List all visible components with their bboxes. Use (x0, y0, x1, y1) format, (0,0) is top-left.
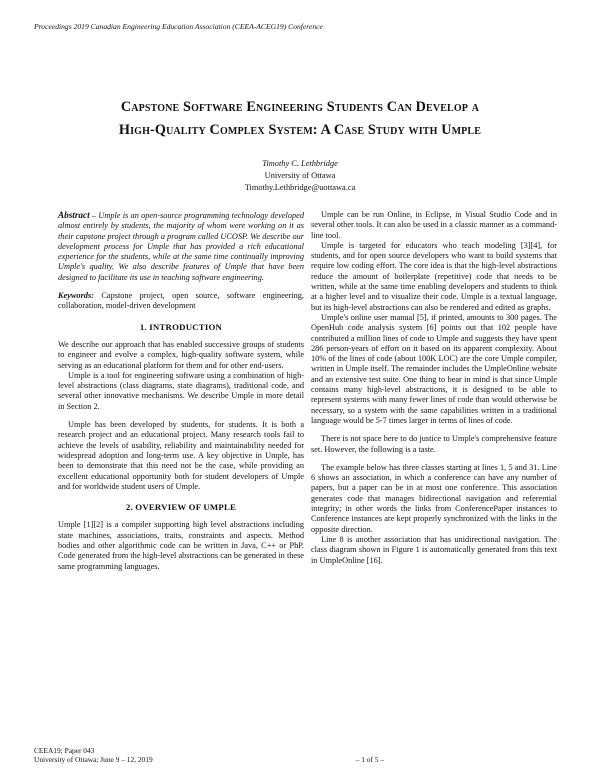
section-2-heading: 2. OVERVIEW OF UMPLE (125, 502, 237, 513)
right-paragraph-1: Umple can be run Online, in Eclipse, in Visual Studio Code and in several other tools. It can also be used in a classic manner as a command-line tool. (311, 210, 557, 240)
footer-line-2 (34, 755, 384, 764)
intro-paragraph-3: Umple has been developed by students, for students. It is both a research project and an educational project. Many research tools fail to achieve the levels of usability, reliability and maintainability needed for widespread adoption and long-term use. A key objective in Umple, has been to demonstrate that this need not be the case, while providing an excellent educational opportunity both for student developers of Umple and for worldwide student users of Umple. (58, 420, 304, 491)
right-paragraph-6: Line 8 is another association that has unidirectional navigation. The class diagram shown in Figure 1 is automatically generated from this text in UmpleOnline [16]. (311, 534, 557, 565)
title-line-1: Capstone Software Engineering Students Can Develop a (120, 99, 480, 115)
intro-paragraph-1: We describe our approach that has enabled successive groups of students to engineer and evolve a complex, high-quality software system, while serving as an educational platform for them and for other end-users. (58, 339, 304, 370)
right-paragraph-5: The example below has three classes starting at lines 1, 5 and 31. Line 6 shows an association, in which a conference can have any number of papers, but a paper can be in at most one conference. This association generates code that manages bidirectional navigation and referential integrity; in other words the links from ConferencePaper instances to Conference instances are kept properly synchronized with the links in the opposite direction. (311, 462, 557, 534)
author-block (150, 158, 450, 194)
title-line-2: High-Quality Complex System: A Case Study with Umple (118, 122, 482, 138)
keywords (58, 291, 304, 312)
author-email: Timothy.Lethbridge@uottawa.ca (244, 183, 356, 192)
author-name: Timothy C. Lethbridge (262, 159, 338, 168)
keywords-lead: Keywords: (58, 291, 94, 301)
abstract-text: – Umple is an open-source programming technology developed almost entirely by students, the majority of whom were working on it as their capstone project through a program called UCOSP. We describe our development process for Umple that has provided a rich educational experience for the students, while at the same time continually improving Umple's quality. We also describe features of Umple that have been designed to facilitate its use in teaching software engineering. (58, 211, 304, 282)
right-paragraph-3: Umple's online user manual [5], if printed, amounts to 300 pages. The OpenHub code analysis system [6] points out that 102 people have contributed a million lines of code to Umple and suggests they have spent 286 person-years of effort on it based on its apparent complexity. About 10% of the lines of code (about 100K LOC) are the core Umple compiler, written in Umple itself. The remainder includes the UmpleOnline website and an extensive test suite. One thing to bear in mind is that since Umple contains many high-level abstractions, it is designed to be able to represent systems with many fewer lines of code than would otherwise be necessary, so a system with the same capabilities written in a traditional language would be 5-7 times larger in terms of lines of code. (311, 312, 557, 425)
left-column (58, 210, 304, 572)
footer-location-date: University of Ottawa; June 9 – 12, 2019 (34, 755, 153, 764)
overview-paragraph-1: Umple [1][2] is a compiler supporting high level abstractions including state machines, associations, traits, constraints and aspects. Method bodies and other algorithmic code can be written in Java, C++ or PhP. Code generated from the high-level abstractions can be generated in these same programming languages. (58, 520, 304, 571)
footer-page-number: – 1 of 5 – (355, 755, 384, 764)
keywords-text: Capstone project, open source, software engineering, collaboration, model-driven development (58, 291, 304, 311)
section-1-heading: 1. INTRODUCTION (139, 321, 223, 332)
footer-paper-id: CEEA19; Paper 043 (34, 746, 95, 755)
right-paragraph-4: There is not space here to do justice to Umple's comprehensive feature set. However, the following is a taste. (311, 434, 557, 454)
running-head: Proceedings 2019 Canadian Engineering Education Association (CEEA-ACEG19) Conference (34, 22, 323, 31)
author-affiliation: University of Ottawa (264, 171, 336, 180)
paper-title (40, 96, 560, 142)
right-paragraph-2: Umple is targeted for educators who teach modeling [3][4], for students, and for open source developers who want to build systems that require low coding effort. The core idea is that the high-level abstractions reduce the amount of boilerplate (repetitive) code that needs to be written, while at the same time enabling developers and students to think at a higher level and to visualize their code. Umple is a textual language, but its high-level abstractions can also be rendered and edited as graphs. (311, 240, 557, 312)
right-column (311, 210, 557, 566)
abstract (58, 210, 304, 283)
intro-paragraph-2: Umple is a tool for engineering software using a combination of high-level abstractions (class diagrams, state diagrams), traditional code, and several other innovative mechanisms. We describe Umple in more detail in Section 2. (58, 370, 304, 411)
page-footer (34, 746, 566, 764)
abstract-lead: Abstract (58, 210, 90, 220)
